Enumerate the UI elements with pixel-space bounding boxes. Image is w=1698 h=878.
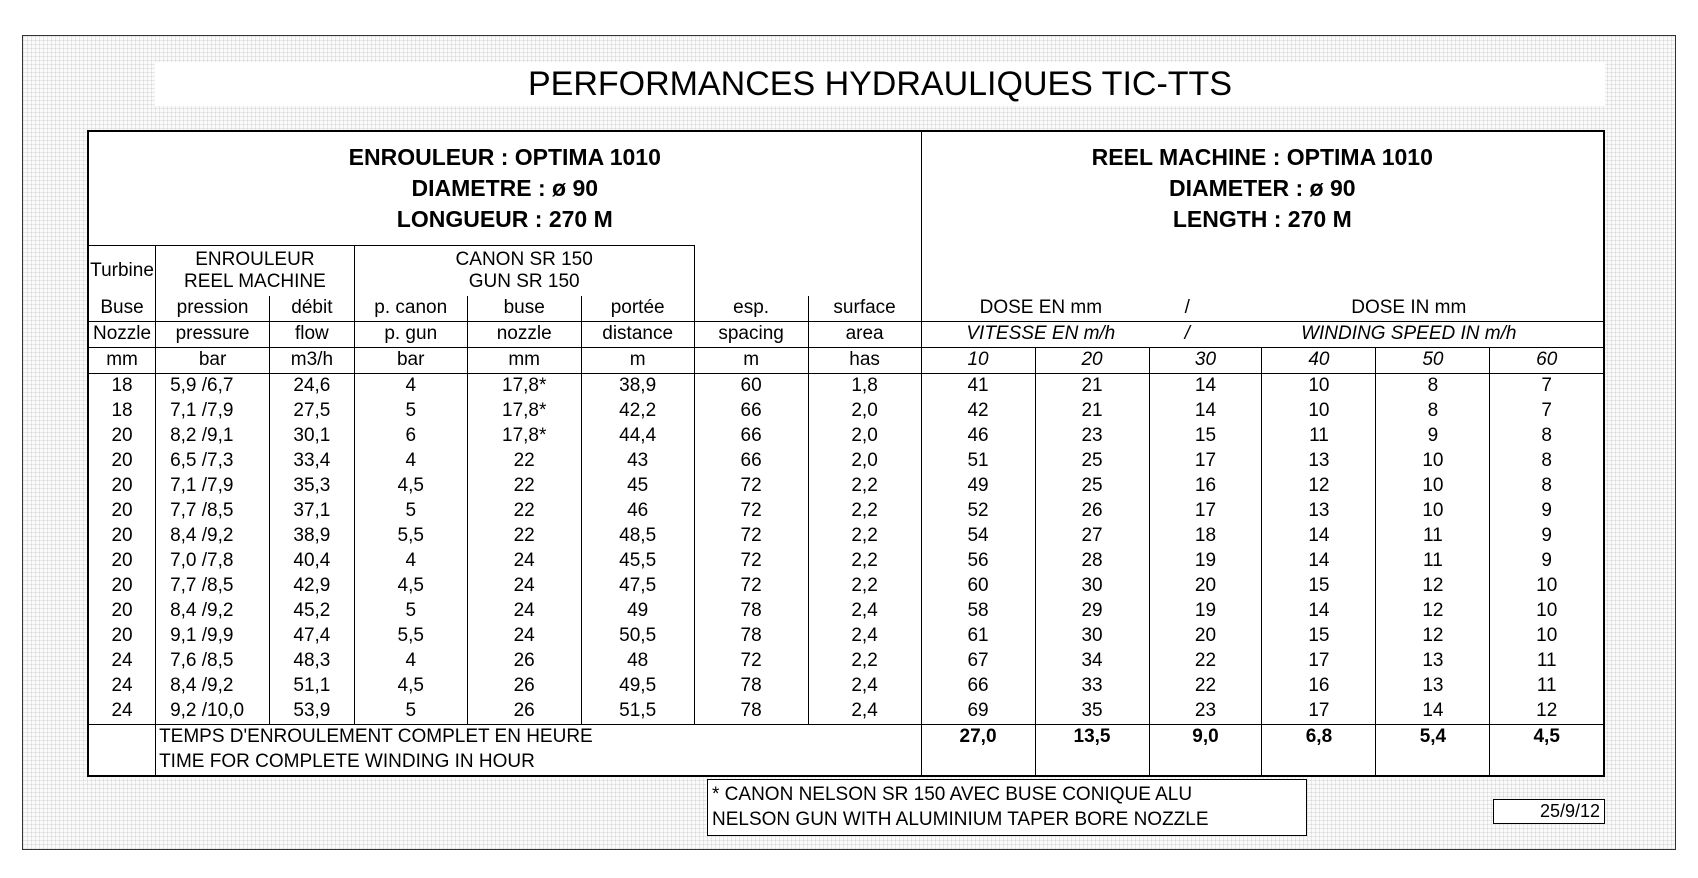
col-unit-6: m bbox=[694, 347, 808, 373]
dose-fr: DOSE EN mm bbox=[979, 297, 1103, 318]
table-cell: 30,1 bbox=[270, 424, 355, 449]
table-cell: 1,8 bbox=[808, 373, 921, 399]
table-cell: 42,9 bbox=[270, 574, 355, 599]
table-cell: 16 bbox=[1149, 474, 1262, 499]
speed-header bbox=[921, 321, 1604, 347]
table-cell: 5,5 bbox=[354, 524, 467, 549]
col-en-3: p. gun bbox=[354, 321, 467, 347]
dose-en: DOSE IN mm bbox=[1351, 297, 1467, 318]
table-cell: 10 bbox=[1376, 499, 1490, 524]
table-cell: 20 bbox=[88, 549, 156, 574]
table-cell: 24 bbox=[88, 674, 156, 699]
table-cell: 51 bbox=[921, 449, 1035, 474]
table-cell: 45,5 bbox=[581, 549, 694, 574]
table-cell: 12 bbox=[1376, 599, 1490, 624]
table-cell: 17,8* bbox=[467, 373, 581, 399]
table-cell: 30 bbox=[1035, 574, 1149, 599]
table-cell: 18 bbox=[88, 373, 156, 399]
col-unit-2: m3/h bbox=[270, 347, 355, 373]
table-cell: 2,0 bbox=[808, 449, 921, 474]
table-cell: 9,2 /10,0 bbox=[156, 699, 270, 725]
table-cell: 5,5 bbox=[354, 624, 467, 649]
table-cell: 11 bbox=[1262, 424, 1376, 449]
table-row bbox=[88, 499, 1604, 524]
table-cell: 25 bbox=[1035, 474, 1149, 499]
table-cell: 22 bbox=[467, 474, 581, 499]
dose-header bbox=[921, 296, 1604, 322]
header-fr-line1: ENROULEUR : OPTIMA 1010 bbox=[348, 144, 661, 170]
speed-col-4: 50 bbox=[1376, 347, 1490, 373]
table-cell: 4,5 bbox=[354, 474, 467, 499]
table-cell: 26 bbox=[467, 699, 581, 725]
table-row bbox=[88, 399, 1604, 424]
col-unit-5: m bbox=[581, 347, 694, 373]
gun-group-header bbox=[354, 246, 694, 296]
table-cell: 35,3 bbox=[270, 474, 355, 499]
table-cell: 14 bbox=[1376, 699, 1490, 725]
table-cell: 4 bbox=[354, 649, 467, 674]
col-fr-0: Buse bbox=[88, 296, 156, 322]
table-cell: 2,2 bbox=[808, 649, 921, 674]
table-cell: 16 bbox=[1262, 674, 1376, 699]
table-cell: 26 bbox=[467, 649, 581, 674]
col-en-5: distance bbox=[581, 321, 694, 347]
table-cell: 20 bbox=[88, 499, 156, 524]
table-cell: 17 bbox=[1262, 699, 1376, 725]
table-cell: 29 bbox=[1035, 599, 1149, 624]
table-cell: 17 bbox=[1262, 649, 1376, 674]
table-row bbox=[88, 674, 1604, 699]
table-cell: 51,5 bbox=[581, 699, 694, 725]
table-row bbox=[88, 524, 1604, 549]
table-cell: 4,5 bbox=[354, 674, 467, 699]
table-cell: 33 bbox=[1035, 674, 1149, 699]
table-cell: 7,1 /7,9 bbox=[156, 474, 270, 499]
table-cell: 58 bbox=[921, 599, 1035, 624]
table-cell: 20 bbox=[88, 624, 156, 649]
table-cell: 48,5 bbox=[581, 524, 694, 549]
table-cell: 8 bbox=[1490, 424, 1604, 449]
table-cell: 10 bbox=[1376, 474, 1490, 499]
col-unit-0: mm bbox=[88, 347, 156, 373]
col-unit-1: bar bbox=[156, 347, 270, 373]
table-cell: 2,4 bbox=[808, 624, 921, 649]
footer-label-en: TIME FOR COMPLETE WINDING IN HOUR bbox=[156, 750, 922, 776]
table-cell: 49 bbox=[581, 599, 694, 624]
col-fr-5: portée bbox=[581, 296, 694, 322]
table-cell: 52 bbox=[921, 499, 1035, 524]
table-cell: 22 bbox=[467, 524, 581, 549]
table-cell: 8 bbox=[1490, 474, 1604, 499]
gun-group-fr: CANON SR 150 bbox=[455, 248, 593, 270]
table-cell: 20 bbox=[1149, 624, 1262, 649]
table-cell: 10 bbox=[1490, 574, 1604, 599]
table-cell: 7,1 /7,9 bbox=[156, 399, 270, 424]
table-cell: 9,1 /9,9 bbox=[156, 624, 270, 649]
table-cell: 24,6 bbox=[270, 373, 355, 399]
time-40: 6,8 bbox=[1262, 724, 1376, 750]
table-cell: 15 bbox=[1149, 424, 1262, 449]
table-cell: 56 bbox=[921, 549, 1035, 574]
col-unit-3: bar bbox=[354, 347, 467, 373]
table-cell: 72 bbox=[694, 524, 808, 549]
table-cell: 27 bbox=[1035, 524, 1149, 549]
table-cell: 27,5 bbox=[270, 399, 355, 424]
table-cell: 12 bbox=[1376, 574, 1490, 599]
table-cell: 24 bbox=[467, 599, 581, 624]
table-cell: 15 bbox=[1262, 574, 1376, 599]
footer-label-fr: TEMPS D'ENROULEMENT COMPLET EN HEURE bbox=[156, 724, 922, 750]
table-cell: 28 bbox=[1035, 549, 1149, 574]
table-cell: 18 bbox=[1149, 524, 1262, 549]
table-cell: 6 bbox=[354, 424, 467, 449]
col-en-6: spacing bbox=[694, 321, 808, 347]
table-cell: 45 bbox=[581, 474, 694, 499]
table-cell: 49,5 bbox=[581, 674, 694, 699]
table-cell: 26 bbox=[467, 674, 581, 699]
table-cell: 30 bbox=[1035, 624, 1149, 649]
header-fr-line3: LONGUEUR : 270 M bbox=[396, 206, 613, 232]
table-cell: 48 bbox=[581, 649, 694, 674]
table-cell: 11 bbox=[1376, 524, 1490, 549]
reel-group-fr: ENROULEUR bbox=[195, 248, 315, 270]
time-10: 27,0 bbox=[921, 724, 1035, 750]
col-fr-4: buse bbox=[467, 296, 581, 322]
table-cell: 20 bbox=[88, 599, 156, 624]
table-cell: 60 bbox=[694, 373, 808, 399]
col-en-0: Nozzle bbox=[88, 321, 156, 347]
table-cell: 20 bbox=[1149, 574, 1262, 599]
table-cell: 13 bbox=[1376, 649, 1490, 674]
table-cell: 15 bbox=[1262, 624, 1376, 649]
speed-col-5: 60 bbox=[1490, 347, 1604, 373]
speed-col-3: 40 bbox=[1262, 347, 1376, 373]
table-cell: 7,7 /8,5 bbox=[156, 574, 270, 599]
table-cell: 19 bbox=[1149, 549, 1262, 574]
table-cell: 24 bbox=[467, 549, 581, 574]
col-fr-3: p. canon bbox=[354, 296, 467, 322]
table-cell: 61 bbox=[921, 624, 1035, 649]
table-cell: 2,2 bbox=[808, 549, 921, 574]
table-cell: 14 bbox=[1149, 373, 1262, 399]
table-cell: 66 bbox=[694, 399, 808, 424]
time-20: 13,5 bbox=[1035, 724, 1149, 750]
time-30: 9,0 bbox=[1149, 724, 1262, 750]
table-cell: 46 bbox=[921, 424, 1035, 449]
table-cell: 20 bbox=[88, 424, 156, 449]
table-cell: 26 bbox=[1035, 499, 1149, 524]
time-60: 4,5 bbox=[1490, 724, 1604, 750]
table-row bbox=[88, 599, 1604, 624]
table-cell: 5 bbox=[354, 599, 467, 624]
table-cell: 72 bbox=[694, 499, 808, 524]
table-cell: 45,2 bbox=[270, 599, 355, 624]
table-cell: 25 bbox=[1035, 449, 1149, 474]
blank-header-cell bbox=[694, 246, 921, 296]
table-cell: 7,6 /8,5 bbox=[156, 649, 270, 674]
table-cell: 60 bbox=[921, 574, 1035, 599]
table-cell: 34 bbox=[1035, 649, 1149, 674]
table-cell: 6,5 /7,3 bbox=[156, 449, 270, 474]
table-cell: 8,2 /9,1 bbox=[156, 424, 270, 449]
table-cell: 12 bbox=[1490, 699, 1604, 725]
table-cell: 4 bbox=[354, 549, 467, 574]
footnote-fr: * CANON NELSON SR 150 AVEC BUSE CONIQUE ALU bbox=[712, 784, 1193, 805]
table-cell: 23 bbox=[1035, 424, 1149, 449]
table-row bbox=[88, 474, 1604, 499]
table-cell: 9 bbox=[1490, 549, 1604, 574]
table-cell: 17,8* bbox=[467, 424, 581, 449]
table-cell: 69 bbox=[921, 699, 1035, 725]
table-cell: 13 bbox=[1262, 499, 1376, 524]
gun-group-en: GUN SR 150 bbox=[468, 270, 580, 292]
table-cell: 5 bbox=[354, 499, 467, 524]
col-fr-6: esp. bbox=[694, 296, 808, 322]
table-cell: 10 bbox=[1262, 373, 1376, 399]
table-cell: 2,2 bbox=[808, 574, 921, 599]
table-cell: 67 bbox=[921, 649, 1035, 674]
turbine-label: Turbine bbox=[88, 246, 156, 296]
table-row bbox=[88, 373, 1604, 399]
table-cell: 21 bbox=[1035, 399, 1149, 424]
time-50: 5,4 bbox=[1376, 724, 1490, 750]
table-cell: 2,4 bbox=[808, 699, 921, 725]
table-row bbox=[88, 574, 1604, 599]
table-cell: 72 bbox=[694, 474, 808, 499]
table-cell: 37,1 bbox=[270, 499, 355, 524]
table-cell: 8,4 /9,2 bbox=[156, 674, 270, 699]
table-cell: 38,9 bbox=[581, 373, 694, 399]
table-row bbox=[88, 624, 1604, 649]
table-cell: 8,4 /9,2 bbox=[156, 599, 270, 624]
table-cell: 2,2 bbox=[808, 499, 921, 524]
table-cell: 20 bbox=[88, 524, 156, 549]
table-row bbox=[88, 424, 1604, 449]
table-cell: 78 bbox=[694, 699, 808, 725]
speed-fr: VITESSE EN m/h bbox=[966, 323, 1116, 344]
table-cell: 7 bbox=[1490, 373, 1604, 399]
table-cell: 2,2 bbox=[808, 524, 921, 549]
table-cell: 22 bbox=[467, 449, 581, 474]
table-cell: 46 bbox=[581, 499, 694, 524]
table-cell: 24 bbox=[467, 624, 581, 649]
header-en-line3: LENGTH : 270 M bbox=[1172, 206, 1352, 233]
table-cell: 2,0 bbox=[808, 424, 921, 449]
table-cell: 17,8* bbox=[467, 399, 581, 424]
col-unit-4: mm bbox=[467, 347, 581, 373]
table-cell: 11 bbox=[1376, 549, 1490, 574]
table-cell: 10 bbox=[1490, 599, 1604, 624]
table-cell: 66 bbox=[694, 424, 808, 449]
col-en-2: flow bbox=[270, 321, 355, 347]
footnote-box bbox=[707, 779, 1307, 836]
table-row bbox=[88, 549, 1604, 574]
table-cell: 7,7 /8,5 bbox=[156, 499, 270, 524]
page-title: PERFORMANCES HYDRAULIQUES TIC-TTS bbox=[155, 62, 1605, 106]
table-cell: 9 bbox=[1376, 424, 1490, 449]
table-cell: 66 bbox=[694, 449, 808, 474]
table-cell: 47,4 bbox=[270, 624, 355, 649]
table-cell: 10 bbox=[1490, 624, 1604, 649]
table-cell: 7,0 /7,8 bbox=[156, 549, 270, 574]
header-en bbox=[921, 131, 1604, 246]
table-cell: 38,9 bbox=[270, 524, 355, 549]
speed-sep: / bbox=[1184, 323, 1190, 344]
col-en-7: area bbox=[808, 321, 921, 347]
table-cell: 2,0 bbox=[808, 399, 921, 424]
col-fr-7: surface bbox=[808, 296, 921, 322]
header-fr-line2: DIAMETRE : ø 90 bbox=[411, 175, 599, 201]
header-en-line1: REEL MACHINE : OPTIMA 1010 bbox=[1091, 144, 1433, 171]
table-cell: 21 bbox=[1035, 373, 1149, 399]
table-cell: 5 bbox=[354, 699, 467, 725]
table-cell: 18 bbox=[88, 399, 156, 424]
footer-blank bbox=[88, 724, 156, 750]
speed-en: WINDING SPEED IN m/h bbox=[1301, 323, 1517, 344]
footer-blank-2 bbox=[88, 750, 156, 776]
table-cell: 19 bbox=[1149, 599, 1262, 624]
table-cell: 5 bbox=[354, 399, 467, 424]
dose-sep: / bbox=[1184, 297, 1190, 318]
table-cell: 14 bbox=[1262, 549, 1376, 574]
reel-group-header bbox=[156, 246, 355, 296]
col-unit-7: has bbox=[808, 347, 921, 373]
table-cell: 51,1 bbox=[270, 674, 355, 699]
table-cell: 14 bbox=[1262, 524, 1376, 549]
table-cell: 43 bbox=[581, 449, 694, 474]
table-cell: 35 bbox=[1035, 699, 1149, 725]
table-cell: 14 bbox=[1149, 399, 1262, 424]
table-cell: 14 bbox=[1262, 599, 1376, 624]
table-cell: 4 bbox=[354, 449, 467, 474]
table-cell: 11 bbox=[1490, 674, 1604, 699]
speed-col-2: 30 bbox=[1149, 347, 1262, 373]
table-cell: 66 bbox=[921, 674, 1035, 699]
table-cell: 4,5 bbox=[354, 574, 467, 599]
table-cell: 23 bbox=[1149, 699, 1262, 725]
table-cell: 17 bbox=[1149, 449, 1262, 474]
table-cell: 10 bbox=[1376, 449, 1490, 474]
table-cell: 44,4 bbox=[581, 424, 694, 449]
table-cell: 53,9 bbox=[270, 699, 355, 725]
table-cell: 42 bbox=[921, 399, 1035, 424]
table-cell: 22 bbox=[1149, 649, 1262, 674]
table-cell: 41 bbox=[921, 373, 1035, 399]
table-cell: 2,4 bbox=[808, 674, 921, 699]
table-cell: 24 bbox=[467, 574, 581, 599]
table-cell: 33,4 bbox=[270, 449, 355, 474]
table-cell: 50,5 bbox=[581, 624, 694, 649]
table-cell: 72 bbox=[694, 649, 808, 674]
table-cell: 2,4 bbox=[808, 599, 921, 624]
table-cell: 49 bbox=[921, 474, 1035, 499]
table-cell: 11 bbox=[1490, 649, 1604, 674]
table-cell: 78 bbox=[694, 599, 808, 624]
table-cell: 13 bbox=[1262, 449, 1376, 474]
table-cell: 9 bbox=[1490, 524, 1604, 549]
table-cell: 54 bbox=[921, 524, 1035, 549]
table-row bbox=[88, 649, 1604, 674]
table-cell: 20 bbox=[88, 474, 156, 499]
table-cell: 40,4 bbox=[270, 549, 355, 574]
table-cell: 17 bbox=[1149, 499, 1262, 524]
table-cell: 8 bbox=[1376, 399, 1490, 424]
table-cell: 8 bbox=[1376, 373, 1490, 399]
table-cell: 22 bbox=[1149, 674, 1262, 699]
col-en-1: pressure bbox=[156, 321, 270, 347]
table-cell: 5,9 /6,7 bbox=[156, 373, 270, 399]
table-cell: 12 bbox=[1376, 624, 1490, 649]
table-cell: 72 bbox=[694, 574, 808, 599]
header-en-line2: DIAMETER : ø 90 bbox=[1168, 175, 1356, 202]
table-cell: 72 bbox=[694, 549, 808, 574]
table-cell: 10 bbox=[1262, 399, 1376, 424]
col-fr-2: débit bbox=[270, 296, 355, 322]
table-row bbox=[88, 699, 1604, 725]
table-cell: 8,4 /9,2 bbox=[156, 524, 270, 549]
footnote-en: NELSON GUN WITH ALUMINIUM TAPER BORE NOZZLE bbox=[712, 809, 1209, 830]
table-cell: 48,3 bbox=[270, 649, 355, 674]
table-cell: 78 bbox=[694, 624, 808, 649]
table-cell: 12 bbox=[1262, 474, 1376, 499]
table-cell: 20 bbox=[88, 449, 156, 474]
table-cell: 22 bbox=[467, 499, 581, 524]
header-fr bbox=[88, 131, 921, 246]
table-cell: 78 bbox=[694, 674, 808, 699]
blank-header-cell-en bbox=[921, 246, 1604, 296]
table-cell: 24 bbox=[88, 649, 156, 674]
table-cell: 4 bbox=[354, 373, 467, 399]
reel-group-en: REEL MACHINE bbox=[183, 270, 326, 292]
table-cell: 47,5 bbox=[581, 574, 694, 599]
speed-col-1: 20 bbox=[1035, 347, 1149, 373]
table-cell: 8 bbox=[1490, 449, 1604, 474]
col-en-4: nozzle bbox=[467, 321, 581, 347]
table-cell: 20 bbox=[88, 574, 156, 599]
table-cell: 24 bbox=[88, 699, 156, 725]
table-cell: 42,2 bbox=[581, 399, 694, 424]
performance-table bbox=[87, 130, 1605, 777]
table-cell: 9 bbox=[1490, 499, 1604, 524]
date-stamp: 25/9/12 bbox=[1493, 799, 1605, 824]
col-fr-1: pression bbox=[156, 296, 270, 322]
speed-col-0: 10 bbox=[921, 347, 1035, 373]
table-cell: 2,2 bbox=[808, 474, 921, 499]
table-cell: 7 bbox=[1490, 399, 1604, 424]
table-cell: 13 bbox=[1376, 674, 1490, 699]
table-row bbox=[88, 449, 1604, 474]
